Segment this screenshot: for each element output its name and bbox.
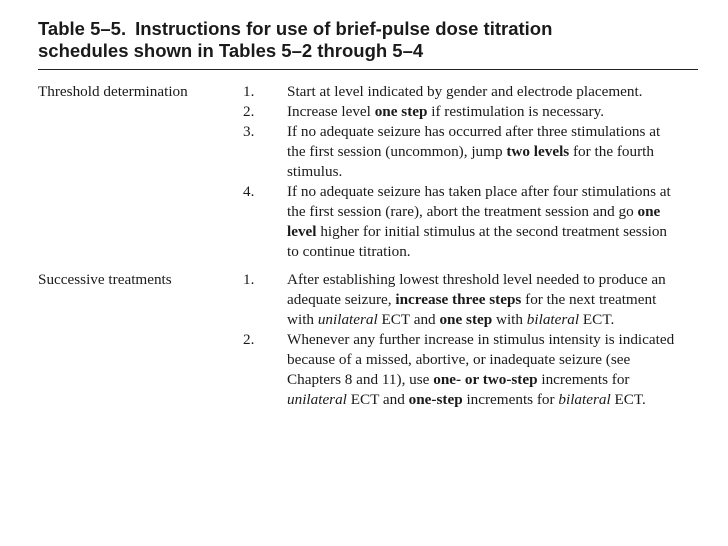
text-segment: increments for	[462, 391, 559, 408]
table-row	[38, 82, 698, 262]
text-segment: After establishing lowest threshold level needed to produce an adequate seizure,	[287, 271, 666, 308]
text-segment: one step	[374, 103, 428, 120]
text-segment: bilateral	[526, 311, 580, 328]
row-label: Successive treatments	[38, 271, 172, 288]
item-number: 4.	[243, 183, 255, 200]
item-number: 1.	[243, 271, 255, 288]
list-item	[243, 82, 698, 102]
item-text	[287, 102, 677, 122]
item-text	[287, 82, 677, 102]
text-segment: ECT.	[610, 391, 646, 408]
table-number: Table 5–5.	[38, 18, 127, 39]
text-segment: ECT.	[579, 311, 615, 328]
text-segment: higher for initial stimulus at the second treatment session to continue titration.	[287, 223, 668, 260]
item-number: 1.	[243, 83, 255, 100]
text-segment: bilateral	[558, 391, 611, 408]
text-segment: one step	[439, 311, 493, 328]
item-text	[287, 122, 677, 182]
text-segment: unilateral	[287, 391, 347, 408]
table-top-rule	[38, 69, 698, 70]
text-segment: increments for	[537, 371, 630, 388]
table-row	[38, 270, 698, 410]
list-item	[243, 102, 698, 122]
list-item	[243, 122, 698, 182]
text-segment: for the fourth stimulus.	[287, 143, 654, 180]
caption-title-part-2: schedules shown in Tables 5–2 through 5–4	[38, 40, 424, 61]
item-text	[287, 330, 677, 410]
list-item	[243, 270, 698, 330]
text-segment: If no adequate seizure has taken place after four stimulations at the first session (rare), abort the treatment session and go	[287, 183, 671, 220]
caption-line-1	[38, 18, 698, 40]
document-page	[38, 18, 698, 410]
text-segment: Increase level	[287, 103, 375, 120]
text-segment: increase three steps	[395, 291, 522, 308]
item-number: 2.	[243, 103, 255, 120]
text-segment: If no adequate seizure has occurred after three stimulations at the first session (uncommon), jump	[287, 123, 661, 160]
instruction-list	[243, 82, 698, 262]
text-segment: one- or two-step	[433, 371, 538, 388]
item-number: 3.	[243, 123, 255, 140]
text-segment: one level	[287, 203, 661, 240]
text-segment: unilateral	[317, 311, 378, 328]
text-segment: one-step	[408, 391, 463, 408]
row-label: Threshold determination	[38, 83, 188, 100]
text-segment: Whenever any further increase in stimulus intensity is indicated because of a missed, abortive, or inadequate seizure (see Chapters 8 and 11), use	[287, 331, 675, 388]
list-item	[243, 182, 698, 262]
item-number: 2.	[243, 331, 255, 348]
text-segment: ECT and	[377, 311, 440, 328]
table-body	[38, 82, 698, 410]
instruction-list	[243, 270, 698, 410]
text-segment: two levels	[506, 143, 570, 160]
item-text	[287, 182, 677, 262]
table-caption	[38, 18, 698, 62]
item-text	[287, 270, 677, 330]
text-segment: ECT and	[346, 391, 409, 408]
text-segment: with	[492, 311, 527, 328]
list-item	[243, 330, 698, 410]
caption-title-part-1: Instructions for use of brief-pulse dose titration	[135, 18, 553, 39]
text-segment: Start at level indicated by gender and electrode placement.	[287, 83, 643, 100]
text-segment: for the next treatment with	[287, 291, 657, 328]
text-segment: if restimulation is necessary.	[427, 103, 605, 120]
